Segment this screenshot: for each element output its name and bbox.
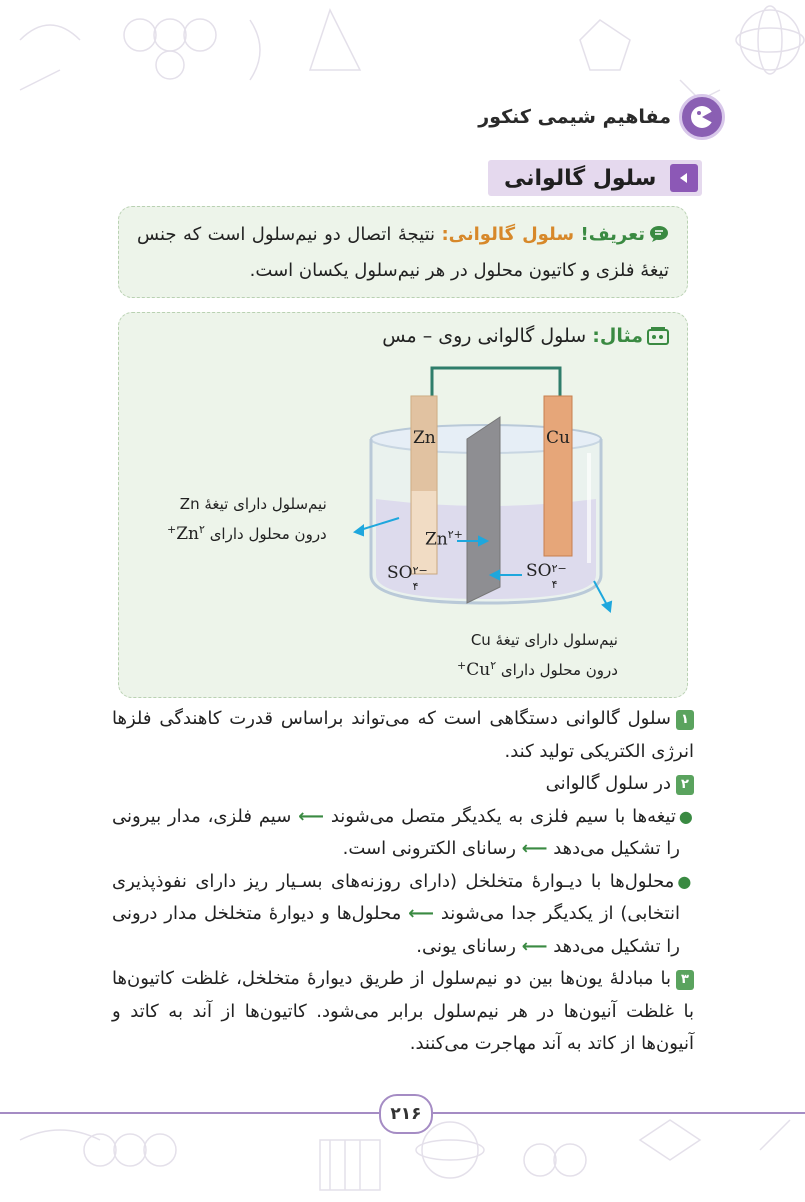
zinc-label: Zn [413, 428, 436, 448]
arrow-to-right-note [594, 581, 607, 605]
number-badge-2: ۲ [676, 775, 694, 795]
arrow-icon: ⟵ [298, 805, 324, 827]
paragraph-1: ۱سلول گالوانی دستگاهی است که می‌تواند براساس قدرت کاهندگی فلزها انرژی الکتریکی تولید کند. [112, 708, 694, 762]
copper-electrode [544, 396, 572, 556]
definition-box [118, 206, 688, 298]
example-title-text: سلول گالوانی روی – مس [382, 325, 587, 347]
arrow-icon: ⟵ [521, 838, 548, 859]
definition-label: تعریف! [580, 224, 646, 245]
bullet-item-1: ●تیغه‌ها با سیم فلزی به یکدیگر متصل می‌شوند ⟵ سیم فلزی، مدار بیرونی را تشکیل می‌دهد ⟵ رسانای الکترونی است. [112, 805, 694, 859]
sulfate-left-label: SO ۲− ۴ [387, 563, 428, 593]
section-arrow-icon [670, 164, 698, 192]
bullet-item-2: ●محلول‌ها با دیـوارهٔ متخلخل (دارای روزنه‌های بسـیار ریز دارای نفوذپذیری انتخابی) از یکدیگر جدا می‌شوند ⟵ محلول‌ها و دیوارهٔ متخلخل مدار درونی را تشکیل می‌دهد ⟵ رسانای یونی. [112, 870, 694, 957]
number-badge-3: ۳ [676, 970, 694, 990]
bullet-icon: ● [677, 871, 694, 891]
bullet-icon: ● [678, 806, 694, 826]
section-title [488, 160, 702, 196]
book-logo-icon [679, 94, 725, 140]
left-half-cell-note: نیم‌سلول دارای تیغهٔ Zn درون محلول دارای $Zn^{۲+}$ [167, 495, 327, 544]
sulfate-right-label: SO ۲− ۴ [526, 561, 567, 591]
section-title-text: سلول گالوانی [504, 165, 657, 191]
number-badge-1: ۱ [676, 710, 694, 730]
arrow-icon: ⟵ [521, 935, 548, 957]
body-text [112, 703, 694, 1061]
paragraph-2: ۲در سلول گالوانی [112, 768, 694, 801]
book-title [475, 92, 725, 142]
page-number: ۲۱۶ [379, 1094, 433, 1134]
external-wire [432, 368, 560, 398]
copper-label: Cu [546, 428, 570, 448]
speech-bubble-icon [649, 225, 669, 243]
example-label: مثال: [592, 325, 643, 347]
zinc-ion-label: $Zn^{۲+}$ [425, 528, 463, 550]
definition-text: نتیجهٔ اتصال دو نیم‌سلول است که جنس تیغهٔ فلزی و کاتیون محلول در هر نیم‌سلول یکسان است. [137, 224, 669, 281]
definition-term: سلول گالوانی: [441, 224, 575, 245]
book-title-text: مفاهیم شیمی کنکور [478, 106, 671, 128]
paragraph-3: ۳با مبادلهٔ یون‌ها بین دو نیم‌سلول از طریق دیوارهٔ متخلخل، غلظت کاتیون‌ها با غلظت آنیون‌ها در هر نیم‌سلول برابر می‌شود. کاتیون‌ها از آند به کاتد و آنیون‌ها از کاتد به آند مهاجرت می‌کنند. [112, 968, 694, 1054]
arrow-icon: ⟵ [408, 903, 434, 924]
example-box [118, 312, 688, 698]
right-half-cell-note: نیم‌سلول دارای تیغهٔ Cu درون محلول دارای $Cu^{۲+}$ [457, 631, 618, 680]
